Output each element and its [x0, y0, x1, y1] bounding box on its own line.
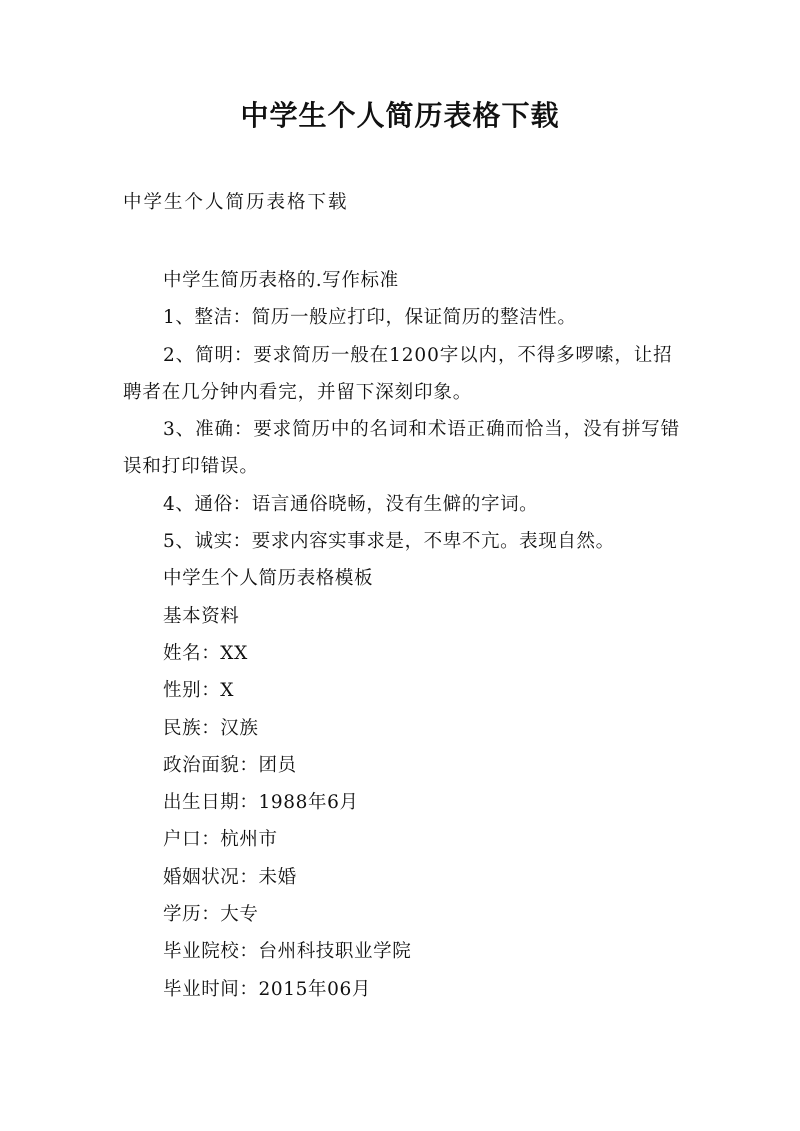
paragraph-honesty: 5、诚实：要求内容实事求是，不卑不亢。表现自然。 [163, 531, 615, 553]
document-body [123, 262, 683, 1008]
field-political-status: 政治面貌：团员 [163, 754, 297, 776]
field-graduation-date: 毕业时间：2015年06月 [163, 978, 371, 1000]
field-gender: 性别：X [163, 680, 235, 702]
field-ethnicity: 民族：汉族 [163, 717, 259, 739]
field-household-registration: 户口：杭州市 [163, 829, 278, 851]
paragraph-basic-info-heading: 基本资料 [163, 605, 240, 627]
field-education: 学历：大专 [163, 904, 259, 926]
field-name: 姓名：XX [163, 642, 248, 664]
field-birth-date: 出生日期：1988年6月 [163, 792, 359, 814]
paragraph-accuracy: 3、准确：要求简历中的名词和术语正确而恰当，没有拼写错误和打印错误。 [123, 419, 681, 478]
paragraph-template-heading: 中学生个人简历表格模板 [163, 568, 374, 590]
paragraph-writing-standards: 中学生简历表格的.写作标准 [163, 270, 399, 291]
paragraph-plainness: 4、通俗：语言通俗晓畅，没有生僻的字词。 [163, 493, 539, 515]
paragraph-neatness: 1、整洁：简历一般应打印，保证简历的整洁性。 [163, 307, 577, 329]
document-subtitle: 中学生个人简历表格下载 [123, 192, 349, 213]
document-title: 中学生个人简历表格下载 [240, 99, 560, 132]
field-graduate-school: 毕业院校：台州科技职业学院 [163, 941, 412, 963]
field-marital-status: 婚姻状况：未婚 [163, 866, 297, 888]
paragraph-conciseness: 2、简明：要求简历一般在1200字以内，不得多啰嗦，让招聘者在几分钟内看完，并留下深刻印象。 [123, 344, 673, 403]
